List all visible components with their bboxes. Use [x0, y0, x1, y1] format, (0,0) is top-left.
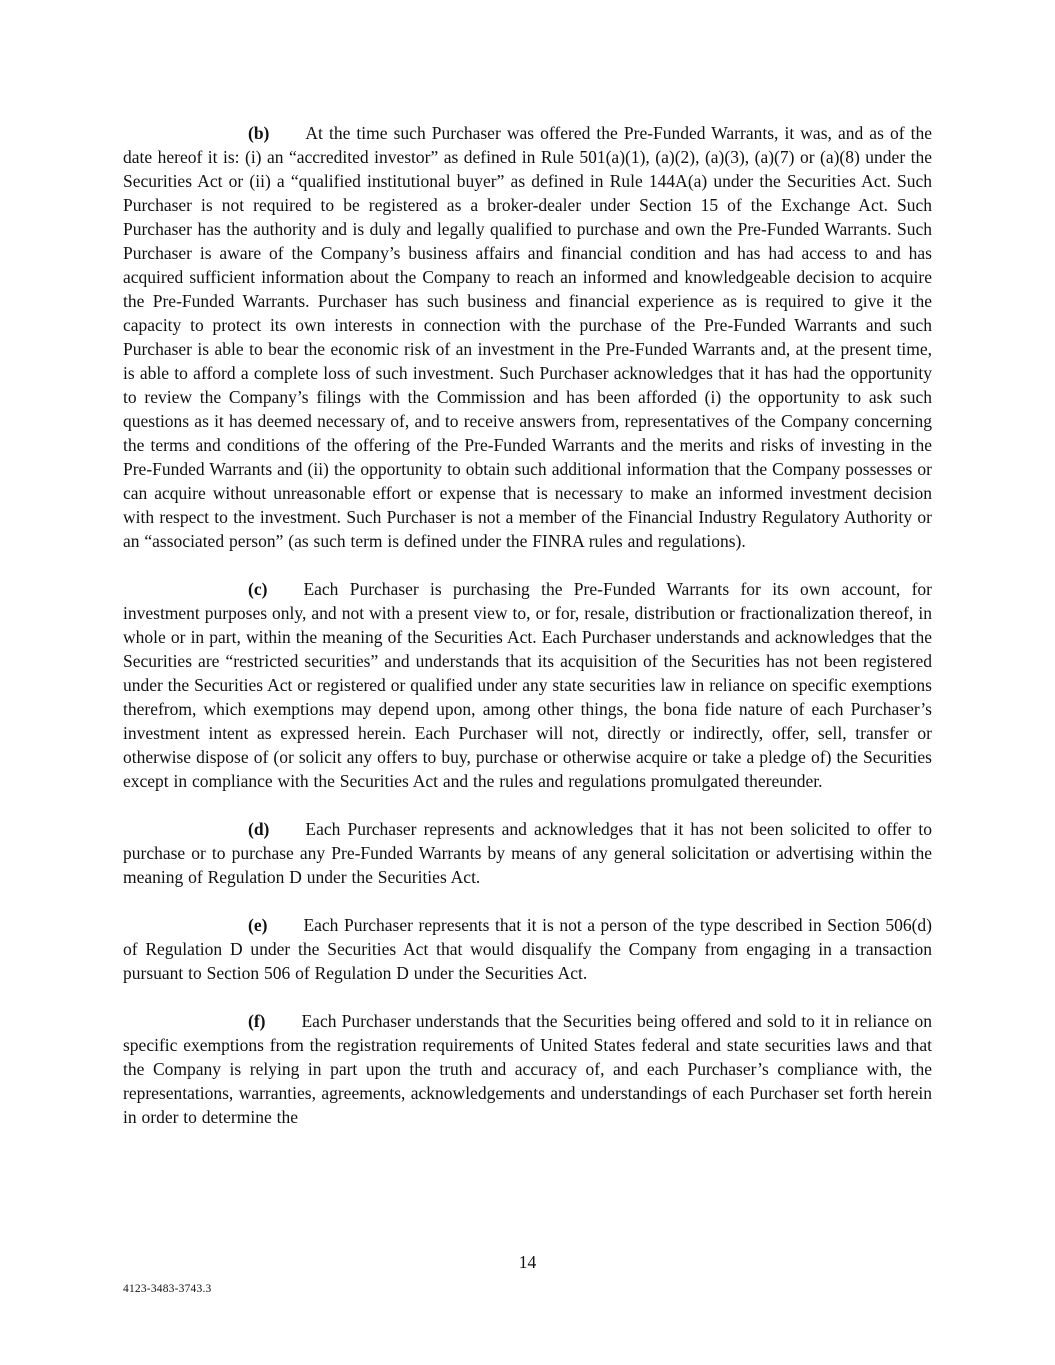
- paragraph-b-text: At the time such Purchaser was offered the Pre-Funded Warrants, it was, and as of the date hereof it is: (i) an “accredited investor” as defined in Rule 501(a)(1), (a)(2), (a)(3), (a)(7) or (a)(8) under the Securities Act or (ii) a “qualified institutional buyer” as defined in Rule 144A(a) under the Securities Act. Such Purchaser is not required to be registered as a broker-dealer under Section 15 of the Exchange Act. Such Purchaser has the authority and is duly and legally qualified to purchase and own the Pre-Funded Warrants. Such Purchaser is aware of the Company’s business affairs and financial condition and has had access to and has acquired sufficient information about the Company to reach an informed and knowledgeable decision to acquire the Pre-Funded Warrants. Purchaser has such business and financial experience as is required to give it the capacity to protect its own interests in connection with the purchase of the Pre-Funded Warrants and such Purchaser is able to bear the economic risk of an investment in the Pre-Funded Warrants and, at the present time, is able to afford a complete loss of such investment. Such Purchaser acknowledges that it has had the opportunity to review the Company’s filings with the Commission and has been afforded (i) the opportunity to ask such questions as it has deemed necessary of, and to receive answers from, representatives of the Company concerning the terms and conditions of the offering of the Pre-Funded Warrants and the merits and risks of investing in the Pre-Funded Warrants and (ii) the opportunity to obtain such additional information that the Company possesses or can acquire without unreasonable effort or expense that is necessary to make an informed investment decision with respect to the investment. Such Purchaser is not a member of the Financial Industry Regulatory Authority or an “associated person” (as such term is defined under the FINRA rules and regulations).: [123, 123, 932, 551]
- paragraph-f-label: (f): [248, 1011, 266, 1031]
- paragraph-e: [123, 913, 932, 985]
- paragraph-d-text: Each Purchaser represents and acknowledges that it has not been solicited to offer to purchase or to purchase any Pre-Funded Warrants by means of any general solicitation or advertising within the meaning of Regulation D under the Securities Act.: [123, 819, 932, 887]
- paragraph-b-label: (b): [248, 123, 270, 143]
- paragraph-b: [123, 121, 932, 553]
- paragraph-f: [123, 1009, 932, 1129]
- paragraph-c-label: (c): [248, 579, 268, 599]
- paragraph-e-text: Each Purchaser represents that it is not a person of the type described in Section 506(d) of Regulation D under the Securities Act that would disqualify the Company from engaging in a transaction pursuant to Section 506 of Regulation D under the Securities Act.: [123, 915, 932, 983]
- paragraph-f-text: Each Purchaser understands that the Securities being offered and sold to it in reliance on specific exemptions from the registration requirements of United States federal and state securities laws and that the Company is relying in part upon the truth and accuracy of, and each Purchaser’s compliance with, the representations, warranties, agreements, acknowledgements and understandings of each Purchaser set forth herein in order to determine the: [123, 1011, 932, 1127]
- paragraph-d-label: (d): [248, 819, 270, 839]
- paragraph-c: [123, 577, 932, 793]
- page-number: 14: [518, 1252, 537, 1272]
- document-footer-id: 4123-3483-3743.3: [123, 1283, 212, 1295]
- document-body: [123, 121, 932, 1129]
- paragraph-d: [123, 817, 932, 889]
- paragraph-e-label: (e): [248, 915, 268, 935]
- paragraph-c-text: Each Purchaser is purchasing the Pre-Funded Warrants for its own account, for investment purposes only, and not with a present view to, or for, resale, distribution or fractionalization thereof, in whole or in part, within the meaning of the Securities Act. Each Purchaser understands and acknowledges that the Securities are “restricted securities” and understands that its acquisition of the Securities has not been registered under the Securities Act or registered or qualified under any state securities law in reliance on specific exemptions therefrom, which exemptions may depend upon, among other things, the bona fide nature of each Purchaser’s investment intent as expressed herein. Each Purchaser will not, directly or indirectly, offer, sell, transfer or otherwise dispose of (or solicit any offers to buy, purchase or otherwise acquire or take a pledge of) the Securities except in compliance with the Securities Act and the rules and regulations promulgated thereunder.: [123, 579, 932, 791]
